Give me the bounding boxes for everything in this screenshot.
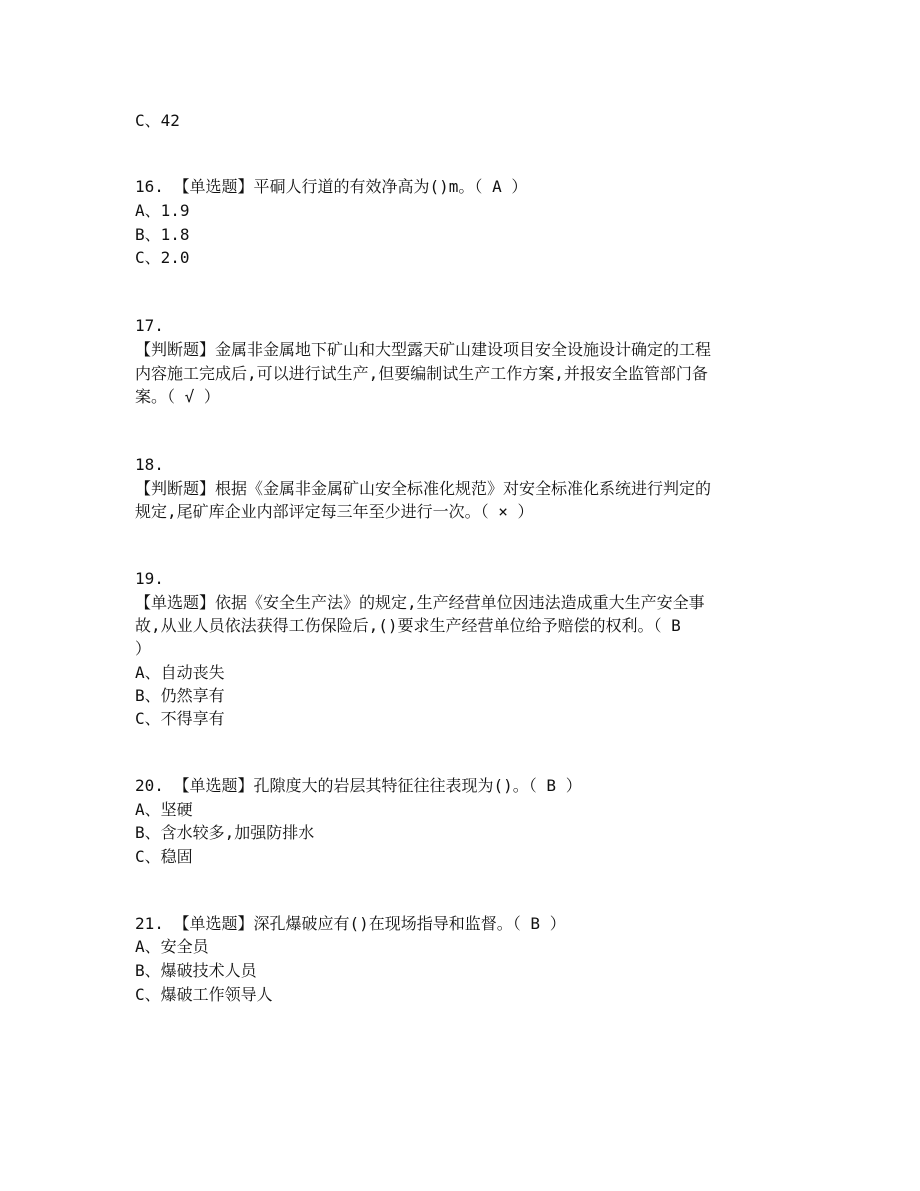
- q16-question: 16. 【单选题】平硐人行道的有效净高为()m。（ A ）: [135, 177, 528, 196]
- q17-question-line-2: 内容施工完成后,可以进行试生产,但要编制试生产工作方案,并报安全监管部门备: [135, 364, 708, 383]
- q21-option-b: B、爆破技术人员: [135, 961, 257, 980]
- q21-option-c: C、爆破工作领导人: [135, 985, 273, 1004]
- q19-question-line-3: ）: [135, 639, 152, 658]
- q19-option-b: B、仍然享有: [135, 686, 225, 705]
- q15-option-c: C、42: [135, 111, 180, 130]
- q16-option-b: B、1.8: [135, 225, 190, 244]
- q20-option-b: B、含水较多,加强防排水: [135, 823, 315, 842]
- q21-option-a: A、安全员: [135, 937, 209, 956]
- q19-option-c: C、不得享有: [135, 709, 225, 728]
- q19-question-line-2: 故,从业人员依法获得工伤保险后,()要求生产经营单位给予赔偿的权利。（ B: [135, 616, 681, 635]
- q18-number: 18.: [135, 455, 164, 474]
- q17-number: 17.: [135, 316, 164, 335]
- q16-option-a: A、1.9: [135, 201, 190, 220]
- q16-option-c: C、2.0: [135, 248, 190, 267]
- q17-question-line-3: 案。（ √ ）: [135, 387, 220, 406]
- q20-option-c: C、稳固: [135, 847, 193, 866]
- q19-option-a: A、自动丧失: [135, 663, 225, 682]
- q18-question-line-2: 规定,尾矿库企业内部评定每三年至少进行一次。（ × ）: [135, 502, 534, 521]
- q20-option-a: A、坚硬: [135, 800, 193, 819]
- q18-question-line-1: 【判断题】根据《金属非金属矿山安全标准化规范》对安全标准化系统进行判定的: [135, 479, 712, 498]
- q19-question-line-1: 【单选题】依据《安全生产法》的规定,生产经营单位因违法造成重大生产安全事: [135, 593, 705, 612]
- q17-question-line-1: 【判断题】金属非金属地下矿山和大型露天矿山建设项目安全设施设计确定的工程: [135, 340, 712, 359]
- q20-question: 20. 【单选题】孔隙度大的岩层其特征往往表现为()。（ B ）: [135, 776, 582, 795]
- q19-number: 19.: [135, 569, 164, 588]
- q21-question: 21. 【单选题】深孔爆破应有()在现场指导和监督。（ B ）: [135, 914, 566, 933]
